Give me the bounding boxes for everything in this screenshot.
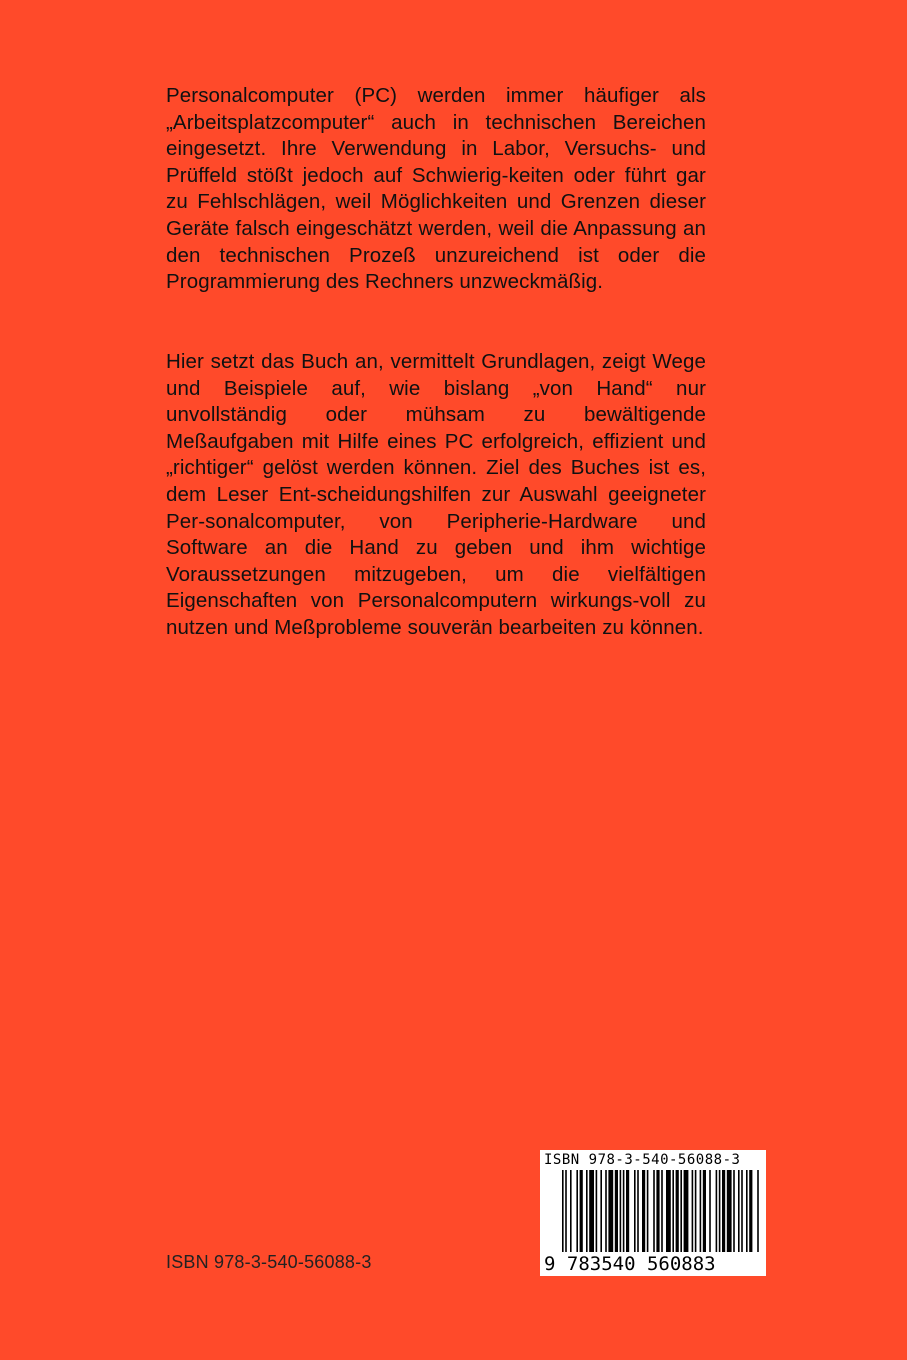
barcode-bar <box>716 1170 718 1252</box>
barcode <box>540 1150 766 1276</box>
isbn-text: ISBN 978-3-540-56088-3 <box>166 1252 372 1272</box>
barcode-bar <box>746 1170 748 1252</box>
barcode-bar <box>596 1170 598 1252</box>
barcode-isbn-label: ISBN 978-3-540-56088-3 <box>544 1152 741 1168</box>
barcode-bar <box>615 1170 618 1252</box>
barcode-bar <box>565 1170 567 1252</box>
barcode-bar <box>757 1170 759 1252</box>
barcode-bar <box>620 1170 622 1252</box>
barcode-bar <box>722 1170 725 1252</box>
barcode-bar <box>656 1170 659 1252</box>
barcode-bar <box>570 1170 572 1252</box>
barcode-bar <box>626 1170 629 1252</box>
barcode-digits: 9 783540 560883 <box>544 1253 716 1275</box>
barcode-bar <box>695 1170 697 1252</box>
barcode-bar <box>653 1170 655 1252</box>
barcode-bar <box>600 1170 602 1252</box>
barcode-bar <box>634 1170 636 1252</box>
barcode-bar <box>586 1170 588 1252</box>
barcode-bar <box>700 1170 702 1252</box>
barcode-bar <box>580 1170 583 1252</box>
barcode-bar <box>608 1170 613 1252</box>
barcode-bar <box>666 1170 671 1252</box>
blurb-paragraph-2: Hier setzt das Buch an, vermittelt Grundlagen, zeigt Wege und Beispiele auf, wie bislang „von Hand“ nur unvollständig oder mühsam zu bewältigende Meßaufgaben mit Hilfe eines PC erfolgreich, effizient und „richtiger“ gelöst werden können. Ziel des Buches ist es, dem Leser Ent-scheidungshilfen zur Auswahl geeigneter Per-sonalcomputer, von Peripherie-Hardware und Software an die Hand zu geben und ihm wichtige Voraussetzungen mitzugeben, um die vielfältigen Eigenschaften von Personalcomputern wirkungs-voll zu nutzen und Meßprobleme souverän bearbeiten zu können. <box>166 350 706 639</box>
barcode-bar <box>676 1170 679 1252</box>
barcode-bar <box>576 1170 578 1252</box>
barcode-bar <box>680 1170 682 1252</box>
barcode-bar <box>661 1170 663 1252</box>
barcode-bar <box>623 1170 625 1252</box>
barcode-bar <box>684 1170 689 1252</box>
barcode-bar <box>733 1170 735 1252</box>
barcode-bar <box>692 1170 694 1252</box>
barcode-bar <box>709 1170 711 1252</box>
barcode-bar <box>741 1170 743 1252</box>
barcode-bar <box>749 1170 752 1252</box>
barcode-bar <box>647 1170 649 1252</box>
barcode-bar <box>703 1170 706 1252</box>
blurb-paragraph-1: Personalcomputer (PC) werden immer häufiger als „Arbeitsplatzcomputer“ auch in technischen Bereichen eingesetzt. Ihre Verwendung in Labor, Versuchs- und Prüffeld stößt jedoch auf Schwierig-keiten oder führt gar zu Fehlschlägen, weil Möglichkeiten und Grenzen dieser Geräte falsch eingeschätzt werden, weil die Anpassung an den technischen Prozeß unzureichend ist oder die Programmierung des Rechners unzweckmäßig. <box>166 84 706 294</box>
barcode-bar <box>589 1170 594 1252</box>
barcode-bar <box>637 1170 639 1252</box>
barcode-bar <box>642 1170 645 1252</box>
barcode-bar <box>727 1170 732 1252</box>
barcode-bar <box>672 1170 674 1252</box>
barcode-bar <box>605 1170 607 1252</box>
barcode-bar <box>719 1170 721 1252</box>
barcode-bar <box>738 1170 740 1252</box>
barcode-bar <box>562 1170 564 1252</box>
